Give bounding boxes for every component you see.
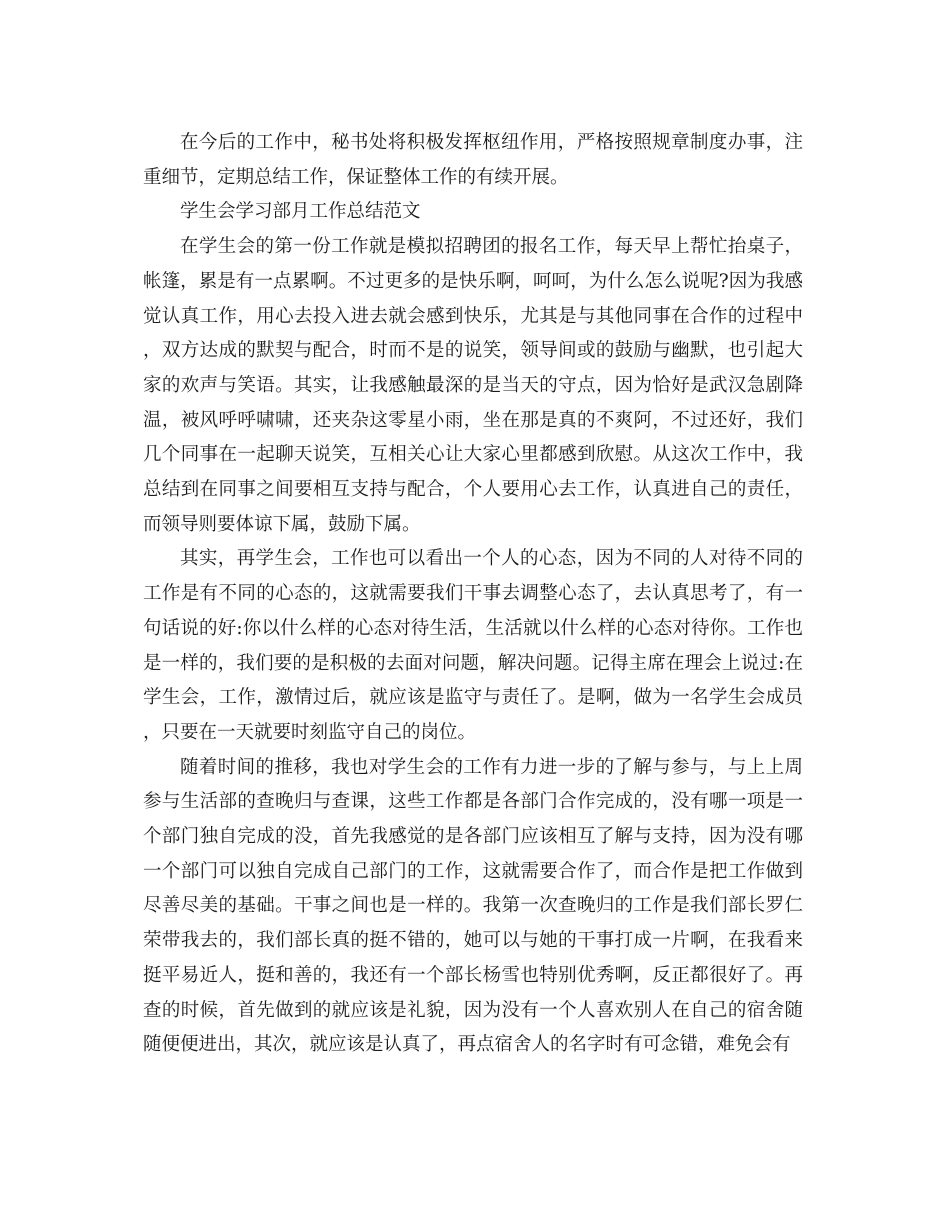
section-heading: 学生会学习部月工作总结范文 (180, 201, 421, 223)
paragraph-closing-summary: 在今后的工作中，秘书处将积极发挥枢纽作用，严格按照规章制度办事，注重细节，定期总结工作，保证整体工作的有续开展。 (143, 132, 803, 188)
paragraph-first-job: 在学生会的第一份工作就是模拟招聘团的报名工作，每天早上帮忙抬桌子，帐篷，累是有一点累啊。不过更多的是快乐啊，呵呵，为什么怎么说呢?因为我感觉认真工作，用心去投入进去就会感到快乐，尤其是与其他同事在合作的过程中，双方达成的默契与配合，时而不是的说笑，领导间或的鼓励与幽默，也引起大家的欢声与笑语。其实，让我感触最深的是当天的守点，因为恰好是武汉急剧降温，被风呼呼啸啸，还夹杂这零星小雨，坐在那是真的不爽阿，不过还好，我们几个同事在一起聊天说笑，互相关心让大家心里都感到欣慰。从这次工作中，我总结到在同事之间要相互支持与配合，个人要用心去工作，认真进自己的责任，而领导则要体谅下属，鼓励下属。 (143, 236, 803, 535)
document-body (143, 126, 803, 1063)
paragraph-cooperation: 随着时间的推移，我也对学生会的工作有力进一步的了解与参与，与上上周参与生活部的查晚归与查课，这些工作都是各部门合作完成的，没有哪一项是一个部门独自完成的没，首先我感觉的是各部门应该相互了解与支持，因为没有哪一个部门可以独自完成自己部门的工作，这就需要合作了，而合作是把工作做到尽善尽美的基础。干事之间也是一样的。我第一次查晚归的工作是我们部长罗仁荣带我去的，我们部长真的挺不错的，她可以与她的干事打成一片啊，在我看来挺平易近人，挺和善的，我还有一个部长杨雪也特别优秀啊，反正都很好了。再查的时候，首先做到的就应该是礼貌，因为没有一个人喜欢别人在自己的宿舍随随便便进出，其次，就应该是认真了，再点宿舍人的名字时有可念错，难免会有 (143, 756, 803, 1056)
paragraph-mindset: 其实，再学生会，工作也可以看出一个人的心态，因为不同的人对待不同的工作是有不同的心态的，这就需要我们干事去调整心态了，去认真思考了，有一句话说的好:你以什么样的心态对待生活，生活就以什么样的心态对待你。工作也是一样的，我们要的是积极的去面对问题，解决问题。记得主席在理会上说过:在学生会，工作，激情过后，就应该是监守与责任了。是啊，做为一名学生会成员，只要在一天就要时刻监守自己的岗位。 (143, 548, 803, 743)
